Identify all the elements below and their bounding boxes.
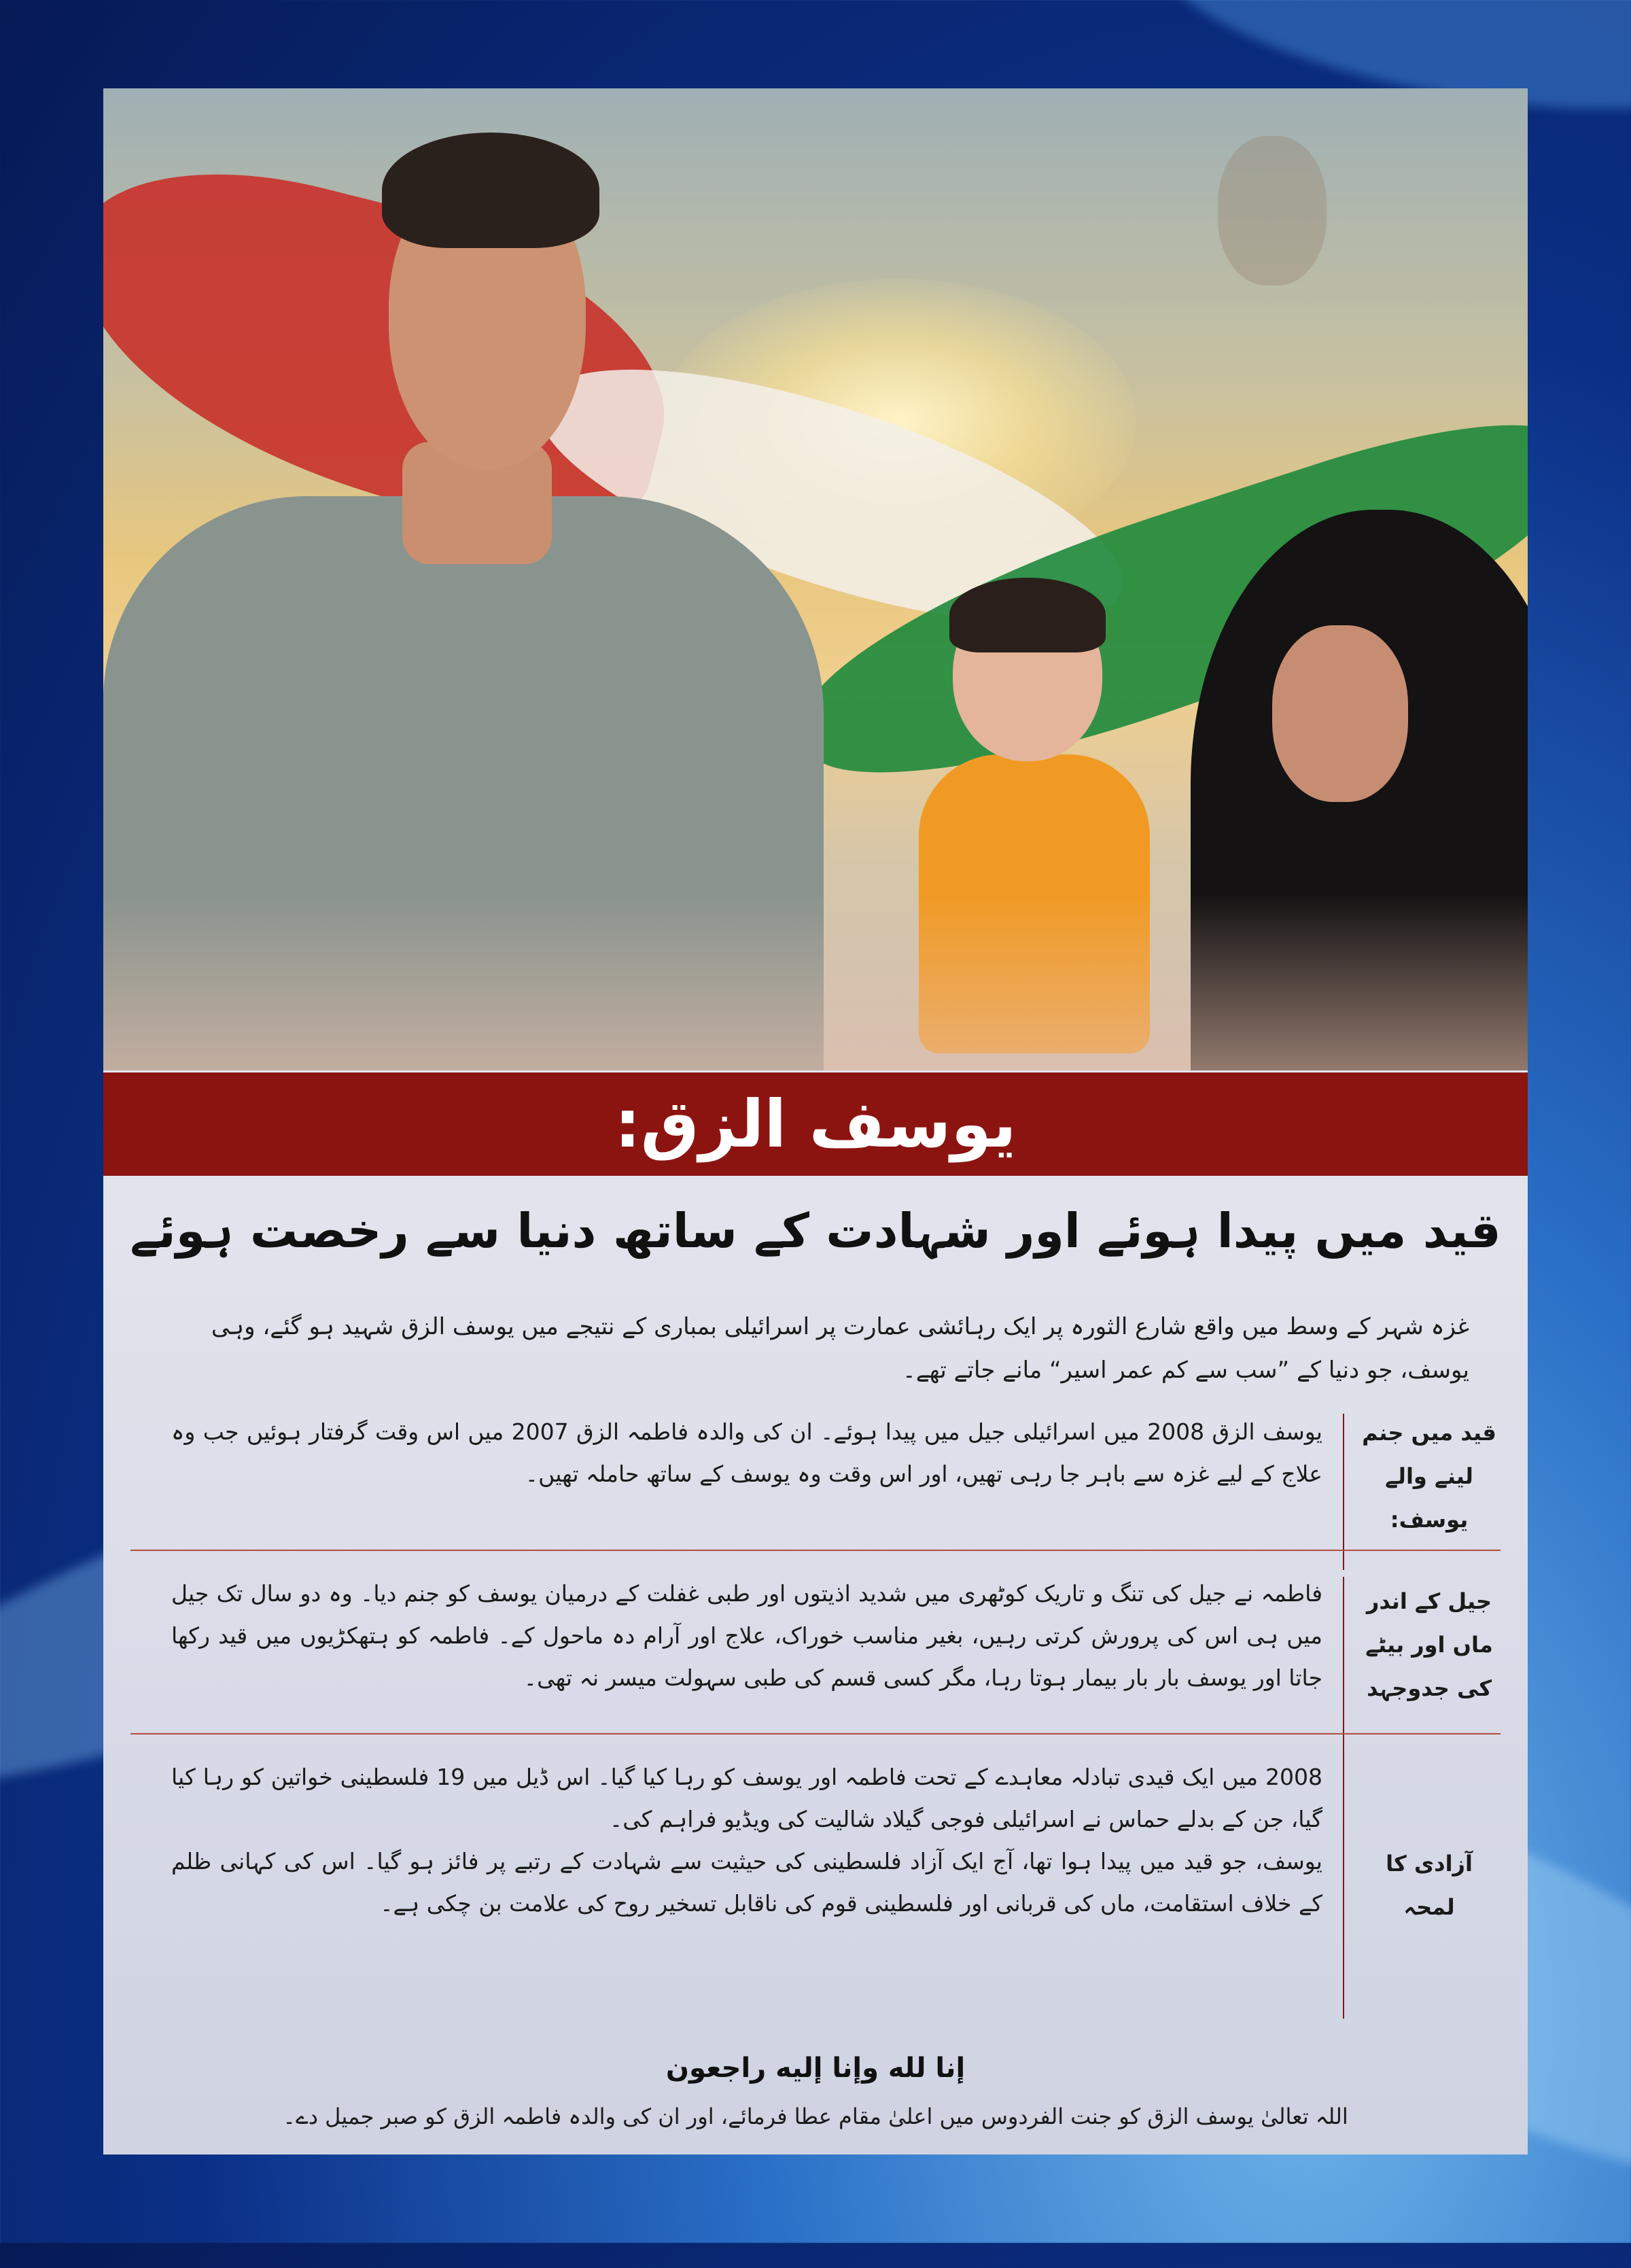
section-divider bbox=[1343, 1414, 1344, 1570]
title-bar bbox=[103, 1072, 1528, 1176]
ghost-portrait bbox=[1218, 136, 1327, 285]
section-body bbox=[171, 1411, 1322, 1495]
section-body bbox=[171, 1756, 1322, 1925]
section-paragraph: یوسف، جو قید میں پیدا ہوا تھا، آج ایک آزاد فلسطینی کی حیثیت سے شہادت کے رتبے پر فائز ہو گیا۔ اس کی کہانی ظلم کے خلاف استقامت، ماں کی قربانی اور فلسطینی قوم کی ناقابل تسخیر روح کی علامت بن چکی ہے۔ bbox=[171, 1848, 1322, 1917]
section-paragraph: 2008 میں ایک قیدی تبادلہ معاہدے کے تحت فاطمہ اور یوسف کو رہا کیا گیا۔ اس ڈیل میں 19 فلسطینی خواتین کو رہا کیا گیا، جن کے بدلے حماس نے اسرائیلی فوجی گیلاد شالیت کی ویڈیو فراہم کی۔ bbox=[171, 1764, 1322, 1832]
header-photo bbox=[103, 88, 1528, 1070]
page-title: یوسف الزق: bbox=[614, 1086, 1017, 1162]
page-subtitle: قید میں پیدا ہوئے اور شہادت کے ساتھ دنیا سے رخصت ہوئے bbox=[130, 1203, 1501, 1259]
section-paragraph: فاطمہ نے جیل کی تنگ و تاریک کوٹھری میں شدید اذیتوں اور طبی غفلت کے درمیان یوسف کو جنم دیا۔ وہ دو سال تک جیل میں ہی اس کی پرورش کرتی رہیں، بغیر مناسب خوراک، علاج اور آرام دہ ماحول کے۔ فاطمہ کو ہتھکڑیوں میں قید رکھا جاتا اور یوسف بار بار بیمار ہوتا رہا، مگر کسی قسم کی طبی سہولت میسر نہ تھی۔ bbox=[171, 1580, 1322, 1691]
section-label: جیل کے اندر ماں اور بیٹے کی جدوجہد bbox=[1365, 1588, 1493, 1701]
section-birth bbox=[130, 1400, 1501, 1584]
section-rule bbox=[130, 1733, 1501, 1734]
section-paragraph: یوسف الزق 2008 میں اسرائیلی جیل میں پیدا ہوئے۔ ان کی والدہ فاطمہ الزق 2007 میں اس وقت گرفتار ہوئیں جب وہ علاج کے لیے غزہ سے باہر جا رہی تھیں، اور اس وقت وہ یوسف کے ساتھ حاملہ تھیں۔ bbox=[171, 1418, 1322, 1487]
mother-face bbox=[1272, 625, 1408, 802]
child-hair bbox=[949, 578, 1106, 652]
section-label: قید میں جنم لینے والے یوسف: bbox=[1362, 1420, 1496, 1533]
section-divider bbox=[1343, 1760, 1344, 2019]
intro-paragraph: غزہ شہر کے وسط میں واقع شارع الثورہ پر ایک رہائشی عمارت پر اسرائیلی بمباری کے نتیجے میں یوسف الزق شہید ہو گئے، وہی یوسف، جو دنیا کے ”سب سے کم عمر اسیر“ مانے جاتے تھے۔ bbox=[211, 1313, 1469, 1384]
photo-fade bbox=[103, 894, 1528, 1070]
section-freedom bbox=[130, 1747, 1501, 2046]
poster-page bbox=[103, 88, 1528, 2154]
young-man-hair bbox=[382, 133, 599, 248]
closing-title: إنا لله وإنا إليه راجعون bbox=[665, 2053, 966, 2084]
closing-prayer: اللہ تعالیٰ یوسف الزق کو جنت الفردوس میں اعلیٰ مقام عطا فرمائے، اور ان کی والدہ فاطمہ الزق کو صبر جمیل دے۔ bbox=[283, 2104, 1348, 2129]
section-label: آزادی کا لمحہ bbox=[1386, 1851, 1473, 1920]
section-rule bbox=[130, 1550, 1501, 1551]
section-body bbox=[171, 1573, 1322, 1699]
